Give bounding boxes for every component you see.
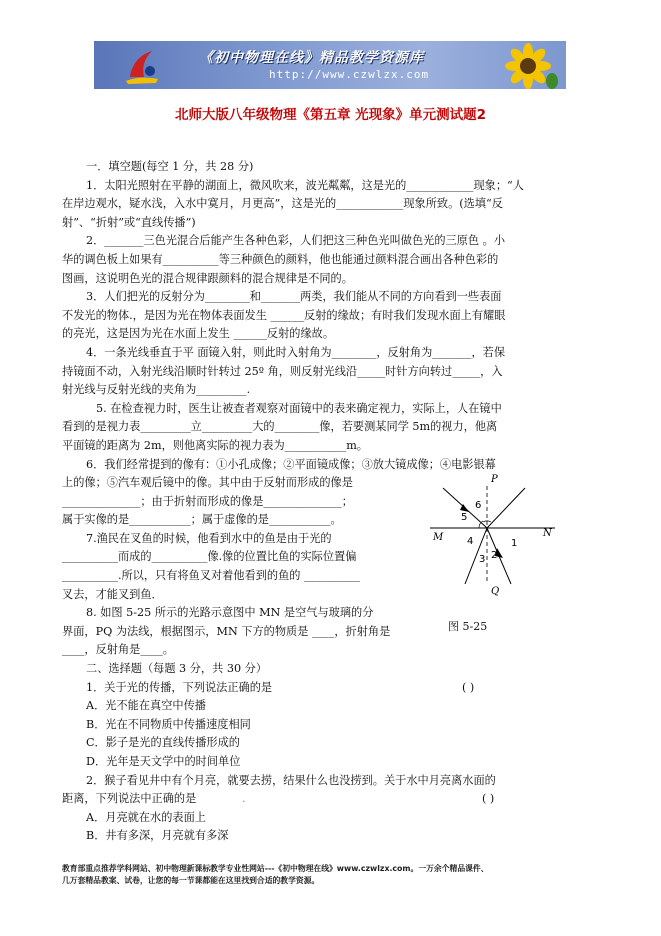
q4-line-3: 射光线与反射光线的夹角为_________. (62, 383, 251, 397)
c2-dot: . (242, 792, 246, 806)
label-p: P (491, 474, 498, 485)
c1-text: 1．关于光的传播，下列说法正确的是 (86, 680, 273, 694)
q6-line-2: 上的像；⑤汽车观后镜中的像。其中由于反射而形成的像是 (62, 476, 353, 490)
banner-url[interactable]: http://www.czwlzx.com (269, 68, 430, 81)
c1-option-c: C．影子是光的直线传播形成的 (86, 736, 240, 750)
c2-option-b: B．井有多深，月亮就有多深 (86, 829, 229, 843)
q5-line-3: 平面镜的距离为 2m，则他离实际的视力表为___________m。 (62, 438, 368, 452)
c1-option-b: B．光在不同物质中传播速度相同 (86, 717, 251, 731)
q2-line-3: 图画，这说明色光的混合规律跟颜料的混合规律是不同的。 (62, 271, 353, 285)
choice-section-title: 二、选择题（每题 3 分，共 30 分） (86, 662, 268, 676)
reflected-ray (487, 488, 525, 528)
q4-line-1: 4．一条光线垂直于平 面镜入射，则此时入射角为________，反射角为_______，若保 (86, 345, 506, 359)
q1-line-3: 射”、“折射”或“直线传播”) (62, 215, 196, 229)
c2-line-1: 2．猴子看见井中有个月亮，就要去捞，结果什么也没捞到。关于水中月亮离水面的 (86, 773, 496, 787)
q6-line-3: ______________；由于折射而形成的像是______________； (62, 494, 353, 508)
label-4: 4 (467, 536, 474, 547)
q6-line-1: 6．我们经常提到的像有：①小孔成像；②平面镜成像；③放大镜成像；④电影银幕 (86, 457, 496, 471)
q3-line-1: 3．人们把光的反射分为________和_______两类，我们能从不同的方向看到一些表面 (86, 290, 502, 304)
label-6: 6 (475, 500, 482, 511)
label-5: 5 (461, 512, 468, 523)
label-n: N (543, 528, 552, 539)
c1-stem (62, 679, 587, 698)
q3-line-2: 不发光的物体.，是因为光在物体表面发生 ______反射的缘故；有时我们发现水面上有耀眼 (62, 308, 506, 322)
c1-answer-paren: ( ) (462, 680, 475, 694)
c2-option-a: A．月亮就在水的表面上 (86, 810, 206, 824)
q7-line-4: 叉去，才能叉到鱼． (62, 587, 163, 601)
q3-line-3: 的亮光，这是因为光在水面上发生 ______反射的缘故。 (62, 327, 335, 341)
site-logo-icon (122, 47, 162, 85)
c1-option-a: A．光不能在真空中传播 (86, 699, 206, 713)
sunflower-icon (490, 43, 560, 89)
q6-line-4: 属于实像的是___________；属于虚像的是___________。 (62, 513, 342, 527)
q7-line-2: __________而成的__________像.像的位置比鱼的实际位置偏 (62, 550, 357, 564)
banner-title: 《初中物理在线》精品教学资源库 (199, 50, 424, 66)
q4-line-2: 持镜面不动，入射光线沿顺时针转过 25º 角，则反射光线沿_____时针方向转过_____，入 (62, 364, 503, 378)
document-title: 北师大版八年级物理《第五章 光现象》单元测试题2 (174, 107, 487, 123)
q1-line-2: 在岸边观水，疑水浅，入水中寞月，月更高”，这是光的____________现象所致。(选填“反 (62, 197, 503, 211)
q7-line-1: 7.渔民在叉鱼的时候，他看到水中的鱼是由于光的 (86, 531, 332, 545)
q8-line-3: ____，反射角是____。 (62, 643, 174, 657)
q5-line-2: 看到的是视力表_________立_________大的________像，若要测某同学 5m的视力，他离 (62, 420, 498, 434)
label-m: M (433, 532, 444, 543)
q1-line-1: 1．太阳光照射在平静的湖面上，微风吹来，波光粼粼，这是光的____________现象；“人 (86, 178, 524, 192)
footer-line-2: 几万套精品教案、试卷，让您的每一节课都能在这里找到合适的教学资源。 (62, 876, 320, 885)
q2-line-1: 2．_______三色光混合后能产生各种色彩，人们把这三种色光叫做色光的三原色 。小 (86, 234, 506, 248)
footer-line-1: 教育部重点推荐学科网站、初中物理新课标教学专业性网站---《初中物理在线》www.czwlzx.com。一万余个精品课件、 (62, 864, 489, 873)
c1-option-d: D．光年是天文学中的时间单位 (86, 755, 241, 768)
page-footer (62, 863, 602, 887)
fill-section-title: 一．填空题(每空 1 分，共 28 分) (86, 160, 254, 173)
label-2: 2 (491, 550, 498, 561)
c2-text: 距离，下列说法中正确的是 (62, 792, 197, 806)
label-3: 3 (479, 554, 486, 565)
c2-line-2 (62, 790, 587, 809)
q8-line-1: 8. 如图 5-25 所示的光路示意图中 MN 是空气与玻璃的分 (86, 606, 374, 620)
q2-line-2: 华的调色板上如果有__________等三种颜色的颜料，他也能通过颜料混合画出各种色彩的 (62, 252, 499, 266)
label-1: 1 (511, 538, 518, 549)
angle-arc-5 (479, 521, 483, 528)
figure-caption: 图 5-25 (448, 620, 488, 633)
label-q: Q (491, 586, 500, 597)
q5-line-1: 5. 在检查视力时，医生让被查者观察对面镜中的表来确定视力，实际上，人在镜中 (96, 401, 502, 415)
c2-answer-paren: ( ) (482, 792, 495, 806)
q8-line-2: 界面，PQ 为法线，根据图示，MN 下方的物质是 ____，折射角是 (62, 624, 391, 638)
light-path-diagram (425, 466, 575, 616)
header-banner (94, 41, 566, 89)
q7-line-3: __________.所以，只有将鱼叉对着他看到的鱼的 __________ (62, 569, 360, 583)
